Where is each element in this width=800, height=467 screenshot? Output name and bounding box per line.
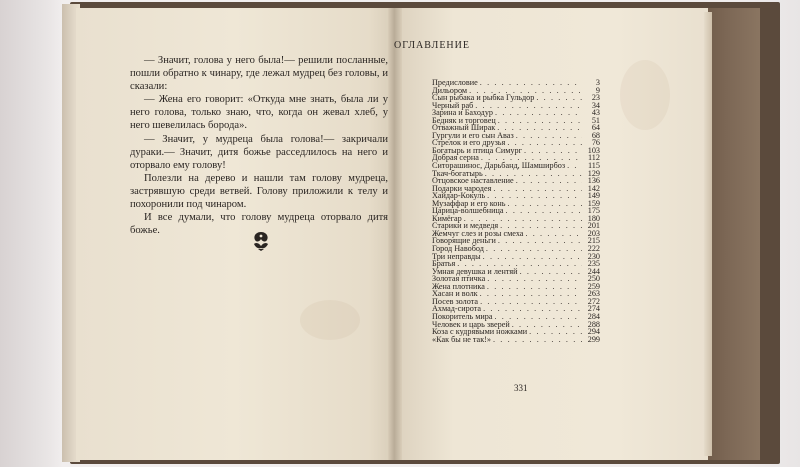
toc-entry-page: 222 (587, 244, 600, 254)
table-of-contents (432, 79, 600, 343)
toc-entry-title: Гургули и его сын Аваз (432, 130, 514, 140)
toc-leader-dots (480, 290, 582, 298)
toc-entry-page: 76 (591, 138, 600, 148)
fleuron-icon (250, 230, 272, 252)
toc-entry-title: Жемчуг слез и розы смеха (432, 228, 524, 238)
toc-entry-title: Сын рыбака и рыбка Гульдор (432, 93, 535, 103)
paper-stain (620, 60, 670, 130)
toc-leader-dots (487, 275, 582, 283)
toc-entry-title: Покоритель мира (432, 311, 493, 321)
toc-entry-page: 115 (588, 161, 600, 171)
toc-entry-title: Подарки чародея (432, 183, 492, 193)
paragraph: Полезли на дерево и нашли там голову мудреца, застрявшую среди ветвей. Голову приложили к телу и похоронили под чинаром. (130, 172, 388, 211)
toc-entry-title: Золотая птичка (432, 274, 486, 284)
toc-entry-title: Жена плотника (432, 281, 485, 291)
paragraph: — Значит, голова у него была!— решили посланные, пошли обратно к чинару, где лежал мудрец без головы, и сказали: (130, 55, 388, 93)
toc-leader-dots (525, 230, 582, 238)
toc-leader-dots (480, 298, 582, 306)
toc-entry-title: Музаффар и его конь (432, 198, 506, 208)
paper-stain (300, 300, 360, 340)
toc-entry-page: 136 (587, 176, 600, 186)
toc-entry-title: Посев золота (432, 296, 479, 306)
toc-entry-page: 203 (587, 228, 600, 238)
toc-entry-title: Умная девушка и лентяй (432, 266, 518, 276)
toc-leader-dots (480, 79, 582, 87)
toc-leader-dots (536, 94, 582, 102)
toc-entry-page: 149 (587, 191, 600, 201)
toc-entry-title: Братья (432, 259, 456, 269)
toc-entry-page: 230 (587, 251, 600, 261)
page-number: 331 (514, 383, 528, 393)
toc-entry-title: Говорящие деньги (432, 236, 496, 246)
toc-entry-page: 112 (588, 153, 600, 163)
book-gutter (388, 8, 402, 460)
toc-entry-page: 175 (587, 206, 600, 216)
paragraph: — Жена его говорит: «Откуда мне знать, была ли у него голова, только знаю, что, когда он жевал хлеб, у него шевелилась борода». (130, 94, 388, 132)
toc-leader-dots (498, 117, 582, 125)
toc-leader-dots (506, 207, 582, 215)
toc-entry-title: Коза с кудрявыми ножками (432, 327, 528, 337)
toc-entry-title: Город Навобод (432, 244, 484, 254)
toc-entry-page: 23 (591, 93, 600, 103)
toc-entry-title: Ситорашинос, Дарьбанд, Шамширбоз (432, 161, 566, 171)
toc-entry-page: 180 (587, 213, 600, 223)
toc-entry-page: 259 (587, 281, 600, 291)
toc-entry-title: Отцовское наставление (432, 176, 514, 186)
toc-entry-page: 272 (587, 296, 600, 306)
toc-entry-page: 43 (591, 108, 600, 118)
toc-entry-page: 235 (587, 259, 600, 269)
toc-entry-title: Отважный Ширак (432, 123, 496, 133)
toc-leader-dots (508, 200, 582, 208)
book-cover-edge (704, 8, 760, 460)
toc-entry-page: 215 (587, 236, 600, 246)
toc-entry-page: 34 (591, 100, 600, 110)
toc-entry-page: 299 (587, 334, 600, 344)
toc-entry-page: 68 (591, 130, 600, 140)
toc-entry (432, 253, 600, 261)
toc-entry-title: Человек и царь зверей (432, 319, 510, 329)
toc-entry-page: 250 (587, 274, 600, 284)
paragraph: И все думали, что голову мудреца оторвало дитя божье. (130, 212, 388, 237)
toc-entry-page: 9 (595, 85, 600, 95)
toc-entry-page: 51 (591, 115, 600, 125)
toc-entry-page: 294 (587, 327, 600, 337)
toc-entry-page: 64 (591, 123, 600, 133)
toc-entry-title: Стрелок и его друзья (432, 138, 506, 148)
toc-entry-title: Три неправды (432, 251, 481, 261)
toc-entry-title: Добрая серна (432, 153, 479, 163)
scan-left-edge (0, 0, 62, 467)
toc-leader-dots (486, 245, 582, 253)
toc-leader-dots (493, 185, 582, 193)
toc-entry-page: 159 (587, 198, 600, 208)
toc-leader-dots (516, 132, 582, 140)
toc-entry-title: Богатырь и птица Симург (432, 145, 522, 155)
toc-entry-page: 274 (587, 304, 600, 314)
toc-entry-title: Хасан и волк (432, 289, 478, 299)
toc-leader-dots (498, 237, 582, 245)
toc-entry-title: Царица-волшебница (432, 206, 504, 216)
toc-leader-dots (487, 283, 582, 291)
toc-entry-title: Ахмад-сирота (432, 304, 482, 314)
toc-leader-dots (529, 328, 582, 336)
paragraph: — Значит, у мудреца была голова!— закричали дураки.— Значит, дитя божье расседлилось на него и оторвало ему голову! (130, 133, 388, 171)
toc-entry (432, 336, 600, 344)
right-page-edge (704, 12, 712, 456)
toc-entry-title: Старики и медведя (432, 221, 499, 231)
toc-leader-dots (524, 147, 582, 155)
toc-entry-page: 244 (587, 266, 600, 276)
toc-entry-page: 201 (587, 221, 600, 231)
toc-entry-page: 288 (587, 319, 600, 329)
toc-entry-page: 3 (595, 78, 600, 87)
toc-entry-title: Хайдар-Кокуль (432, 191, 486, 201)
toc-entry-title: Кимёгар (432, 213, 462, 223)
left-page-text (130, 54, 388, 237)
toc-entry-title: Зарина и Баходур (432, 108, 494, 118)
toc-entry-page: 284 (587, 311, 600, 321)
toc-leader-dots (483, 253, 582, 261)
toc-leader-dots (567, 162, 582, 170)
toc-entry-title: Черный раб (432, 100, 474, 110)
toc-leader-dots (493, 336, 582, 344)
toc-leader-dots (520, 268, 582, 276)
toc-entry-title: Ткач-богатырь (432, 168, 483, 178)
toc-entry-page: 129 (587, 168, 600, 178)
toc-heading: ОГЛАВЛЕНИЕ (394, 40, 470, 51)
toc-leader-dots (516, 177, 582, 185)
toc-entry-title: Бедняк и торговец (432, 115, 496, 125)
toc-entry-page: 142 (587, 183, 600, 193)
toc-entry-title: Предисловие (432, 78, 478, 87)
toc-entry-page: 103 (587, 145, 600, 155)
toc-entry-title: «Как бы не так!» (432, 334, 491, 344)
toc-leader-dots (495, 109, 582, 117)
toc-entry-title: Дильором (432, 85, 468, 95)
toc-leader-dots (483, 305, 582, 313)
toc-entry-page: 263 (587, 289, 600, 299)
